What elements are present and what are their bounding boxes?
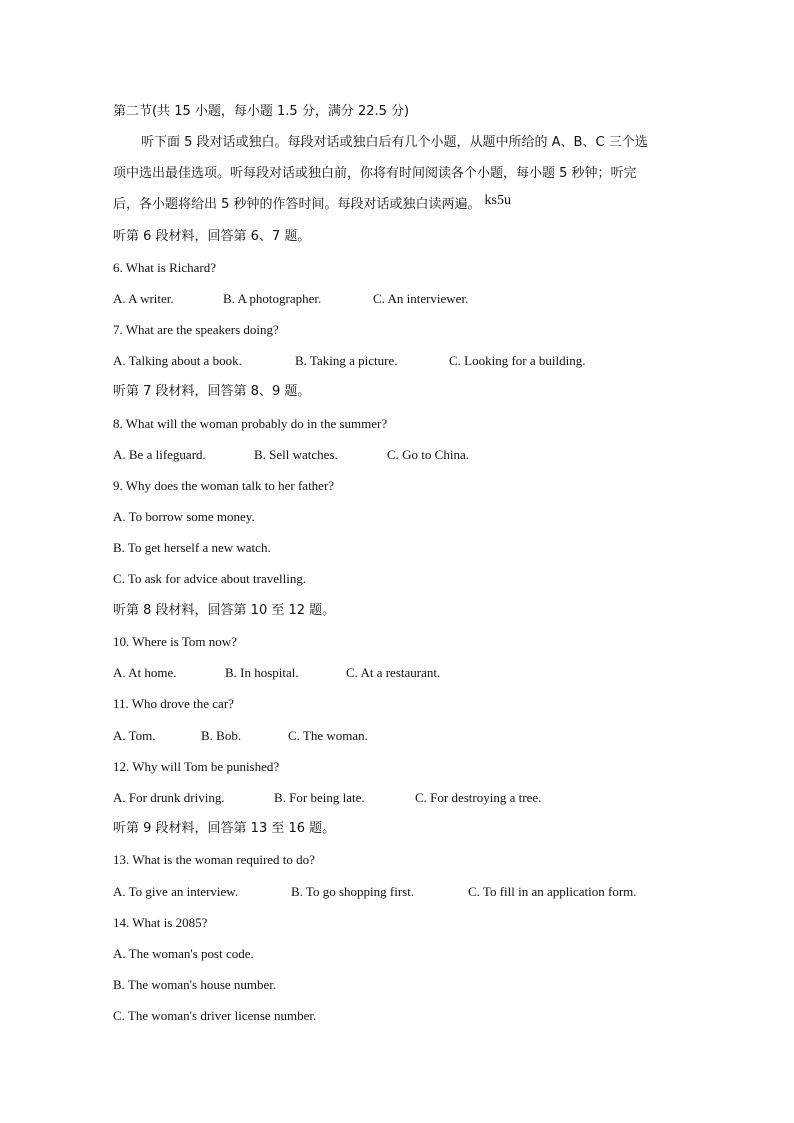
- option-c: C. To ask for advice about travelling.: [113, 571, 307, 586]
- option-b: B. Taking a picture.: [295, 353, 398, 368]
- option-row: [113, 884, 637, 900]
- option-row: [113, 790, 541, 806]
- option-c: C. Go to China.: [387, 447, 469, 462]
- watermark-text: ks5u: [484, 193, 511, 208]
- option-b: B. Sell watches.: [254, 447, 338, 462]
- group-intro: 听第 8 段材料，回答第 10 至 12 题。: [113, 603, 336, 618]
- option-b: B. For being late.: [274, 790, 365, 805]
- instructions-line-2: 项中选出最佳选项。听每段对话或独白前，你将有时间阅读各个小题，每小题 5 秒钟；听完: [113, 166, 637, 181]
- group-intro: 听第 9 段材料，回答第 13 至 16 题。: [113, 821, 336, 836]
- option-b: B. Bob.: [201, 728, 242, 743]
- option-a: A. To give an interview.: [113, 884, 239, 899]
- question-stem: 9. Why does the woman talk to her father?: [113, 478, 335, 493]
- option-c: C. Looking for a building.: [449, 353, 586, 368]
- question-stem: 10. Where is Tom now?: [113, 634, 237, 649]
- option-a: A. For drunk driving.: [113, 790, 225, 805]
- option-b: B. To get herself a new watch.: [113, 540, 271, 555]
- question-stem: 8. What will the woman probably do in the summer?: [113, 416, 388, 431]
- option-row: [113, 291, 468, 307]
- section-heading: 第二节(共 15 小题，每小题 1.5 分，满分 22.5 分): [113, 104, 410, 119]
- option-c: C. The woman's driver license number.: [113, 1008, 317, 1023]
- option-a: A. Tom.: [113, 728, 156, 743]
- option-c: C. At a restaurant.: [346, 665, 441, 680]
- option-c: C. For destroying a tree.: [415, 790, 542, 805]
- question-stem: 13. What is the woman required to do?: [113, 852, 315, 867]
- option-a: A. At home.: [113, 665, 177, 680]
- option-row: [113, 447, 469, 463]
- option-c: C. To fill in an application form.: [468, 884, 637, 899]
- option-row: [113, 665, 440, 681]
- question-stem: 12. Why will Tom be punished?: [113, 759, 280, 774]
- option-c: C. An interviewer.: [373, 291, 469, 306]
- option-b: B. The woman's house number.: [113, 977, 277, 992]
- instructions-line-3: [113, 193, 511, 213]
- option-c: C. The woman.: [288, 728, 368, 743]
- group-intro: 听第 6 段材料，回答第 6、7 题。: [113, 229, 311, 244]
- option-a: A. A writer.: [113, 291, 174, 306]
- question-stem: 6. What is Richard?: [113, 260, 217, 275]
- option-a: A. Talking about a book.: [113, 353, 242, 368]
- option-b: B. To go shopping first.: [291, 884, 415, 899]
- option-a: A. The woman's post code.: [113, 946, 254, 961]
- question-stem: 11. Who drove the car?: [113, 696, 234, 711]
- option-row: [113, 728, 368, 744]
- instructions-line-1: 听下面 5 段对话或独白。每段对话或独白后有几个小题，从题中所给的 A、B、C 三个选: [141, 135, 648, 150]
- group-intro: 听第 7 段材料，回答第 8、9 题。: [113, 384, 311, 399]
- option-b: B. A photographer.: [223, 291, 322, 306]
- instructions-text: 后，各小题将给出 5 秒钟的作答时间。每段对话或独白读两遍。: [113, 197, 481, 212]
- option-row: [113, 353, 586, 369]
- option-b: B. In hospital.: [225, 665, 299, 680]
- option-a: A. To borrow some money.: [113, 509, 255, 524]
- option-a: A. Be a lifeguard.: [113, 447, 206, 462]
- question-stem: 14. What is 2085?: [113, 915, 208, 930]
- question-stem: 7. What are the speakers doing?: [113, 322, 279, 337]
